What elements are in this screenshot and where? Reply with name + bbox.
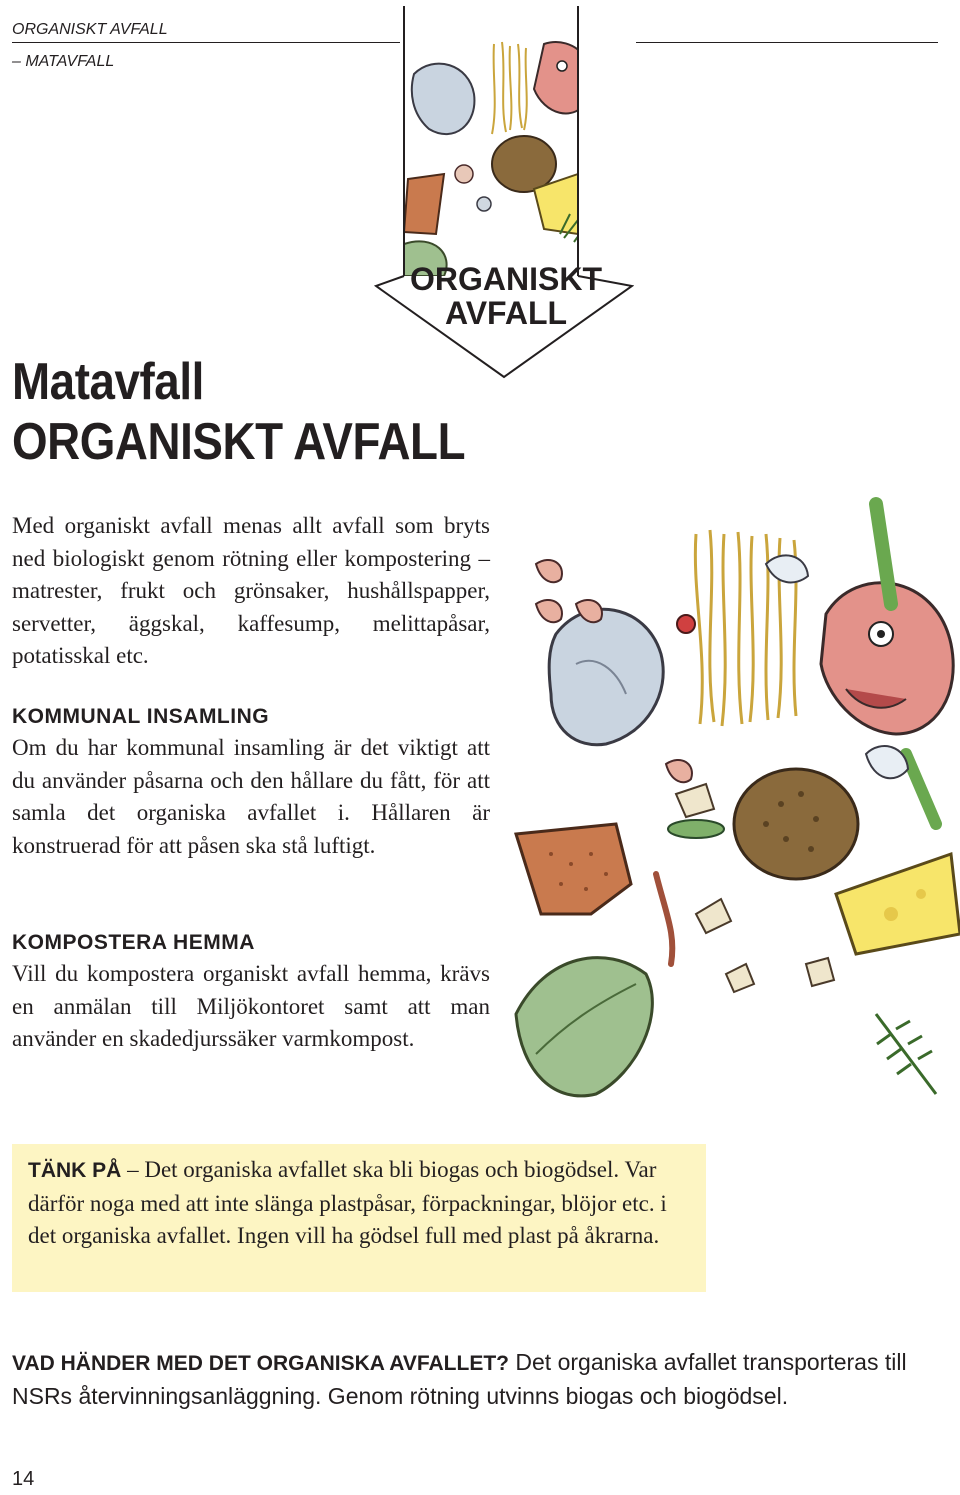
intro-block	[12, 510, 490, 673]
municipal-paragraph: Om du har kommunal insamling är det viktigt att du använder påsarna och den hållare du fått, för att samla det organiska avfallet i. Hållaren är konstruerad för att påsen ska stå luftigt.	[12, 735, 490, 858]
herb-sprig	[876, 1014, 936, 1094]
intro-paragraph: Med organiskt avfall menas allt avfall som bryts ned biologiskt genom rötning eller kompostering – matrester, frukt och grönsaker, hushållspapper, servetter, äggskal, kaffesump, melittapåsar, potatisskal etc.	[12, 513, 490, 668]
municipal-heading: KOMMUNAL INSAMLING	[12, 705, 270, 728]
tip-box	[12, 1144, 706, 1292]
tip-lead: TÄNK PÅ	[28, 1159, 122, 1182]
category-badge	[374, 4, 634, 380]
bottom-text: Det organiska avfallet transporteras till NSRs återvinningsanläggning. Genom rötning utvinns biogas och biogödsel.	[12, 1349, 907, 1409]
tip-text: – Det organiska avfallet ska bli biogas och biogödsel. Var därför noga med att inte slänga plastpåsar, förpackningar, blöjor etc. i det organiska avfallet. Ingen vill ha gödsel full med plast på åkrarna.	[28, 1157, 667, 1248]
food-waste-illustration	[496, 494, 960, 1110]
bottom-lead: VAD HÄNDER MED DET ORGANISKA AVFALLET?	[12, 1352, 509, 1375]
title-line-1: Matavfall	[12, 353, 204, 411]
section-municipal	[12, 702, 490, 862]
header-rule-right	[636, 42, 938, 43]
running-head	[12, 14, 402, 78]
page-number: 14	[12, 1468, 35, 1490]
compost-heading: KOMPOSTERA HEMMA	[12, 931, 255, 954]
badge-line-2: AVFALL	[444, 295, 568, 331]
header-rule-left	[12, 42, 400, 43]
badge-line-1: ORGANISKT	[410, 261, 602, 297]
badge-food-illustration	[404, 42, 593, 276]
compost-paragraph: Vill du kompostera organiskt avfall hemma, krävs en anmälan till Miljökontoret samt att man använder en skadedjurssäker varmkompost.	[12, 961, 490, 1051]
section-compost	[12, 928, 490, 1056]
title-line-2: ORGANISKT AVFALL	[12, 413, 466, 471]
running-head-line-2: – MATAVFALL	[12, 53, 115, 70]
bottom-paragraph	[12, 1346, 942, 1412]
page-title	[12, 352, 465, 472]
running-head-line-1: ORGANISKT AVFALL	[12, 21, 168, 38]
